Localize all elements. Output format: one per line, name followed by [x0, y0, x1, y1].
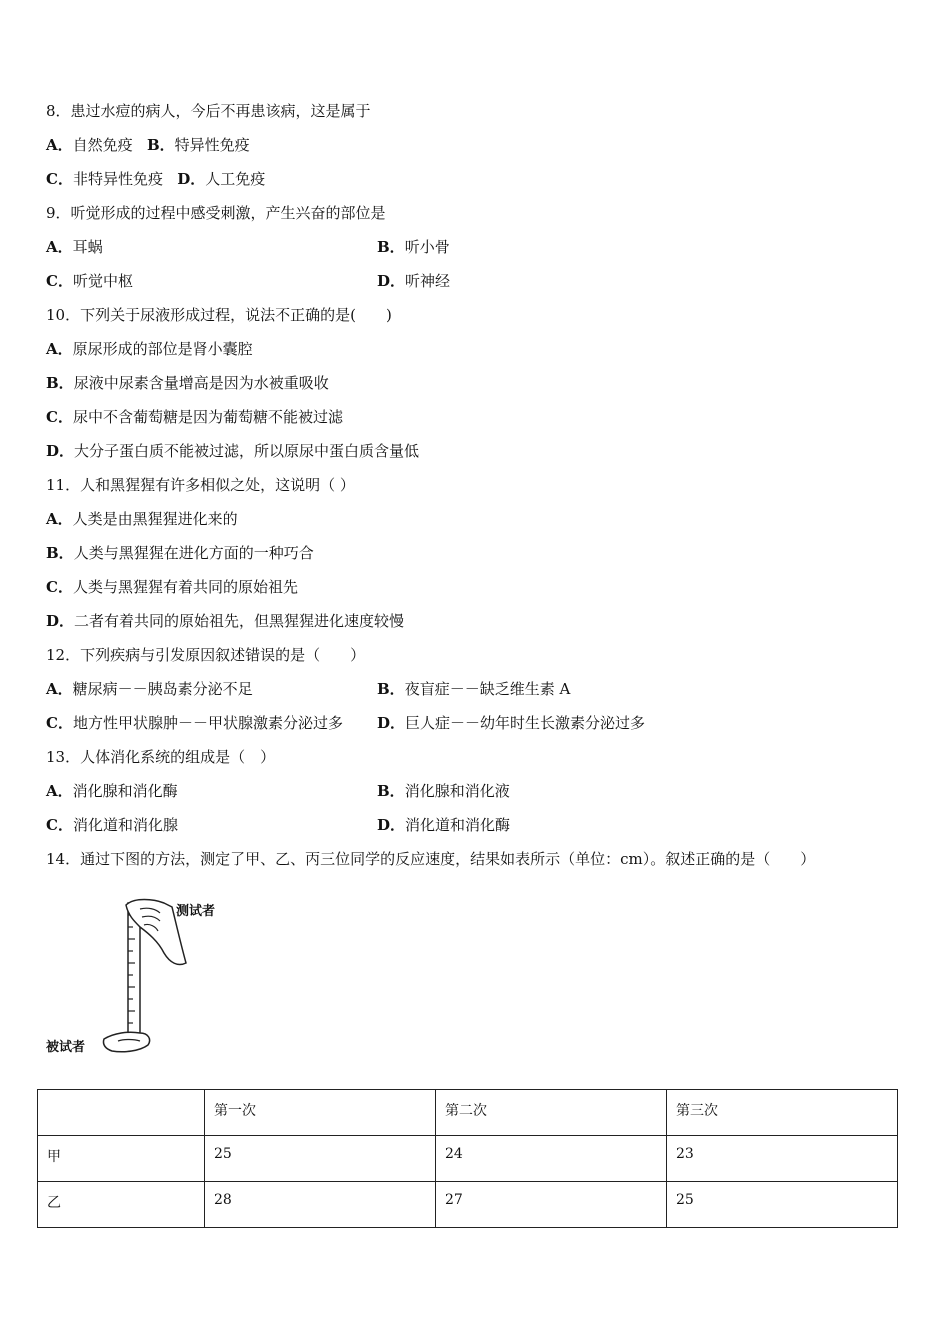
q11-option-b: 人类与黑猩猩在进化方面的一种巧合: [73, 544, 314, 562]
q8-options-cd: [46, 169, 265, 189]
q13-option-b-row: [377, 781, 510, 801]
q9-option-c-label: C．: [46, 272, 73, 290]
q13-stem: 13．人体消化系统的组成是（ ）: [46, 748, 276, 766]
q13-option-d-row: [377, 815, 510, 835]
q11-option-b-label: B．: [46, 544, 74, 562]
table-cell: 25: [205, 1136, 436, 1182]
q13-option-c: 消化道和消化腺: [72, 816, 178, 834]
table-header-cell: 第二次: [436, 1090, 667, 1136]
q9-option-d: 听神经: [405, 272, 451, 290]
q11-stem: 11．人和黑猩猩有许多相似之处，这说明（ ）: [46, 476, 355, 494]
q9-option-d-label: D．: [377, 272, 406, 290]
table-cell: 25: [667, 1182, 898, 1228]
q9-option-c: 听觉中枢: [72, 272, 133, 290]
table-cell: 24: [436, 1136, 667, 1182]
q13-option-a: 消化腺和消化酶: [72, 782, 178, 800]
q12-option-b: 夜盲症－－缺乏维生素 A: [404, 680, 571, 698]
q12-option-c-label: C．: [46, 714, 73, 732]
q10-stem: 10．下列关于尿液形成过程，说法不正确的是( ): [46, 306, 392, 324]
q12-option-d: 巨人症－－幼年时生长激素分泌过多: [405, 714, 646, 732]
q12-option-a-label: A．: [46, 680, 73, 698]
q11-option-d-row: [46, 611, 404, 631]
q12-stem: 12．下列疾病与引发原因叙述错误的是（ ）: [46, 646, 366, 664]
q9-stem: 9．听觉形成的过程中感受刺激，产生兴奋的部位是: [46, 204, 386, 222]
q14-stem: 14．通过下图的方法，测定了甲、乙、丙三位同学的反应速度，结果如表所示（单位：cm）。叙述正确的是（ ）: [46, 850, 816, 868]
q12-option-a: 糖尿病－－胰岛素分泌不足: [72, 680, 253, 698]
tester-label: 测试者: [176, 904, 216, 919]
q8-option-d-label: D．: [177, 170, 206, 188]
q9-option-a-row: [46, 237, 103, 257]
q11-option-a-label: A．: [46, 510, 73, 528]
table-cell: 23: [667, 1136, 898, 1182]
q10-option-a-label: A．: [46, 340, 73, 358]
q9-option-c-row: [46, 271, 133, 291]
q13-option-a-label: A．: [46, 782, 73, 800]
table-header-cell: [38, 1090, 205, 1136]
q11-option-a-row: [46, 509, 238, 529]
q13-option-c-label: C．: [46, 816, 73, 834]
q12-option-b-row: [377, 679, 570, 699]
table-header-cell: 第一次: [205, 1090, 436, 1136]
q10-option-a-row: [46, 339, 253, 359]
q10-option-d-row: [46, 441, 419, 461]
q10-option-b: 尿液中尿素含量增高是因为水被重吸收: [73, 374, 329, 392]
q12-option-d-label: D．: [377, 714, 406, 732]
q11-option-a: 人类是由黑猩猩进化来的: [72, 510, 238, 528]
table-header-cell: 第三次: [667, 1090, 898, 1136]
q11-option-b-row: [46, 543, 314, 563]
q9-option-a: 耳蜗: [72, 238, 103, 256]
q10-option-c-row: [46, 407, 343, 427]
q13-option-d: 消化道和消化酶: [405, 816, 511, 834]
subject-label: 被试者: [46, 1040, 86, 1055]
q8-option-d: 人工免疫: [205, 170, 266, 188]
table-row: [38, 1182, 898, 1228]
q8-stem: 8．患过水痘的病人，今后不再患该病，这是属于: [46, 102, 371, 120]
q13-option-b-label: B．: [377, 782, 405, 800]
table-cell: 28: [205, 1182, 436, 1228]
q12-option-d-row: [377, 713, 645, 733]
q13-option-a-row: [46, 781, 178, 801]
q12-option-b-label: B．: [377, 680, 405, 698]
q9-option-b-row: [377, 237, 450, 257]
q10-option-c-label: C．: [46, 408, 73, 426]
q8-option-a-label: A．: [46, 136, 73, 154]
q8-options-ab: [46, 135, 250, 155]
q11-option-d-label: D．: [46, 612, 75, 630]
q9-option-b: 听小骨: [404, 238, 450, 256]
q13-option-d-label: D．: [377, 816, 406, 834]
reaction-results-table: [37, 1089, 898, 1228]
subject-hand-icon: [103, 1032, 149, 1052]
q8-option-c: 非特异性免疫: [72, 170, 163, 188]
table-row: [38, 1136, 898, 1182]
q10-option-a: 原尿形成的部位是肾小囊腔: [72, 340, 253, 358]
table-cell: 27: [436, 1182, 667, 1228]
q8-option-b: 特异性免疫: [174, 136, 250, 154]
q8-option-b-label: B．: [146, 136, 175, 154]
q11-option-d: 二者有着共同的原始祖先，但黑猩猩进化速度较慢: [74, 612, 405, 630]
table-header-row: [38, 1090, 898, 1136]
q10-option-d-label: D．: [46, 442, 75, 460]
q10-option-c: 尿中不含葡萄糖是因为葡萄糖不能被过滤: [72, 408, 343, 426]
q13-option-b: 消化腺和消化液: [404, 782, 510, 800]
table-row-name: 甲: [38, 1136, 205, 1182]
q12-option-c-row: [46, 713, 343, 733]
q10-option-b-label: B．: [46, 374, 74, 392]
ruler-drop-figure: [44, 893, 234, 1063]
ruler-ticks: [128, 915, 135, 1023]
q9-option-d-row: [377, 271, 450, 291]
q8-option-a: 自然免疫: [72, 136, 133, 154]
q12-option-c: 地方性甲状腺肿－－甲状腺激素分泌过多: [72, 714, 343, 732]
q13-option-c-row: [46, 815, 178, 835]
q8-option-c-label: C．: [46, 170, 73, 188]
q9-option-b-label: B．: [377, 238, 405, 256]
ruler-drop-illustration: [44, 893, 234, 1063]
q11-option-c-row: [46, 577, 298, 597]
q9-option-a-label: A．: [46, 238, 73, 256]
q11-option-c-label: C．: [46, 578, 73, 596]
q10-option-b-row: [46, 373, 329, 393]
q12-option-a-row: [46, 679, 253, 699]
table-row-name: 乙: [38, 1182, 205, 1228]
q10-option-d: 大分子蛋白质不能被过滤，所以原尿中蛋白质含量低: [74, 442, 420, 460]
q11-option-c: 人类与黑猩猩有着共同的原始祖先: [72, 578, 298, 596]
